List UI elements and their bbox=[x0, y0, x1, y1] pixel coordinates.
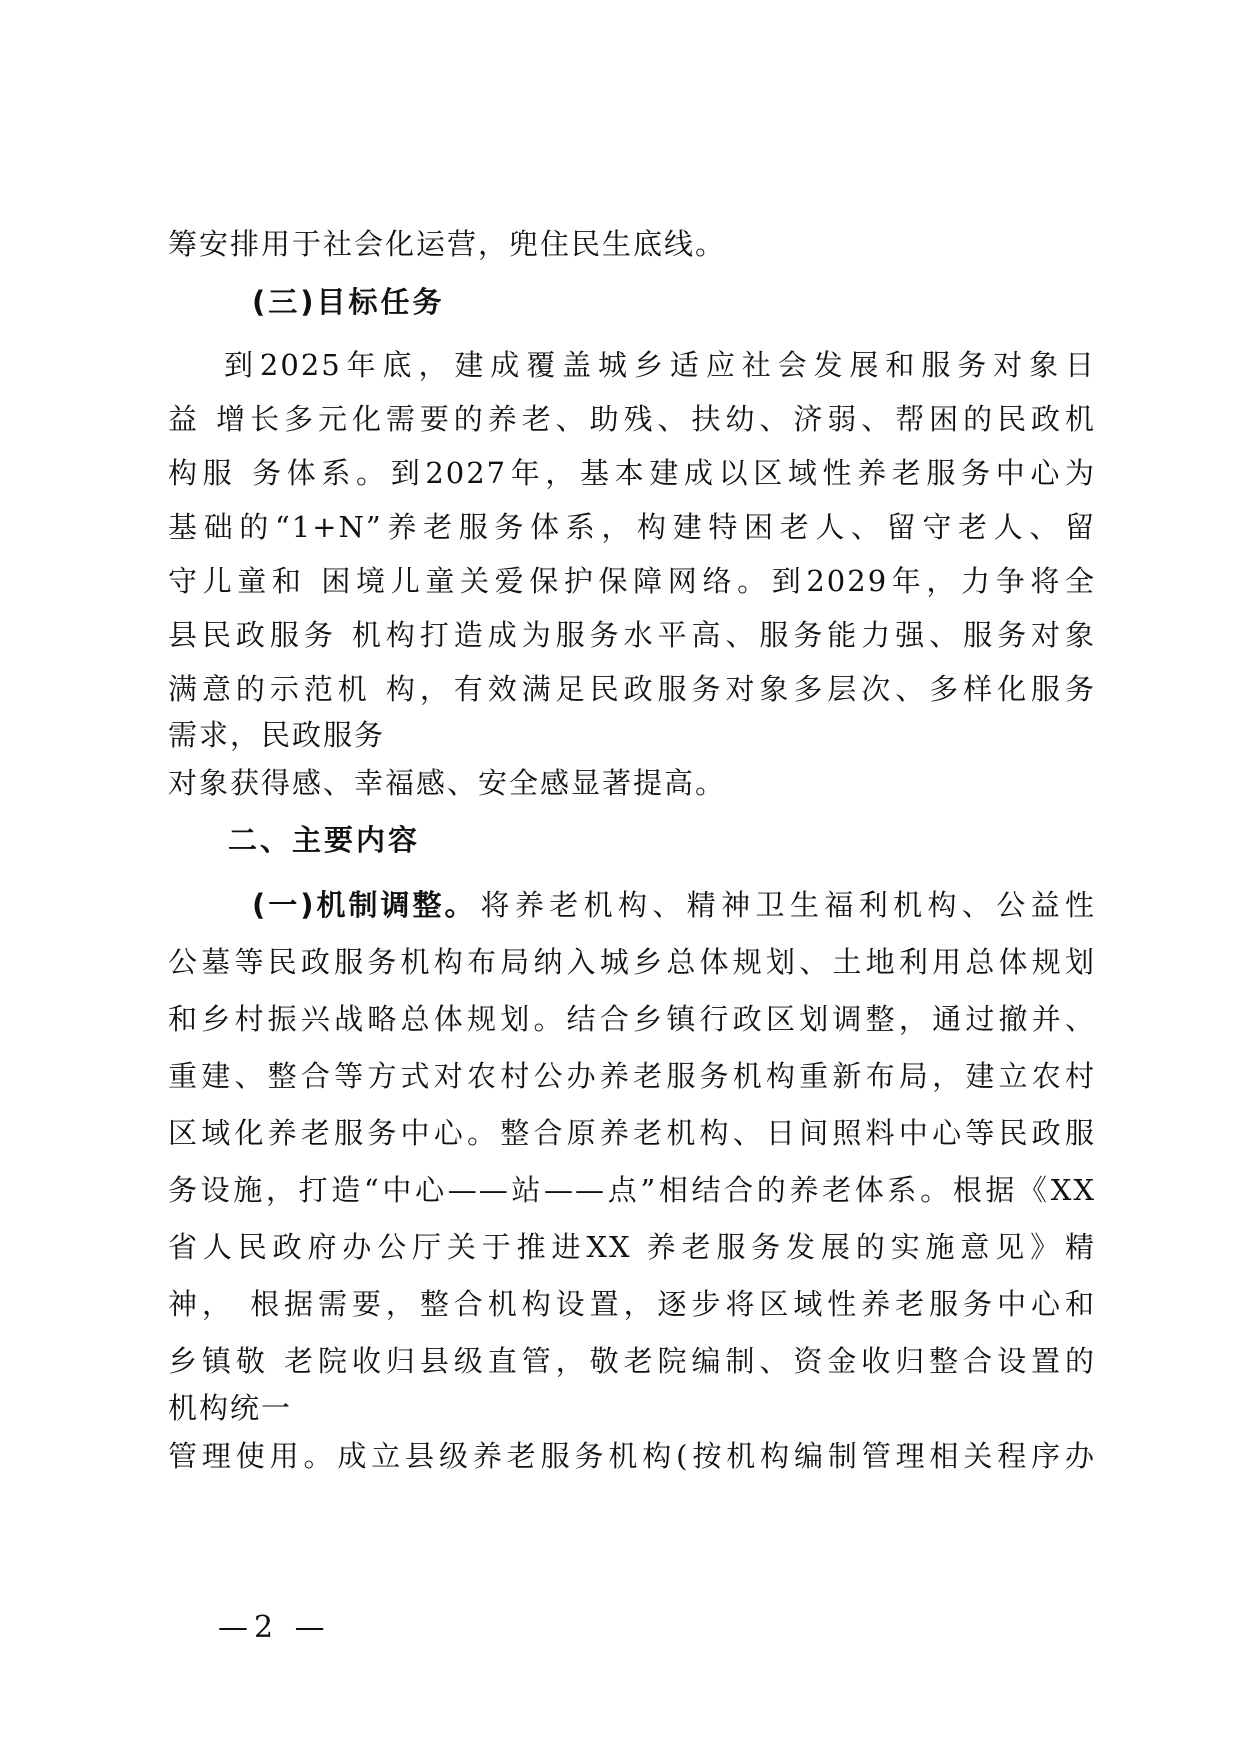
paragraph-line: 构服 务体系。到2027年，基本建成以区域性养老服务中心为 bbox=[168, 456, 1096, 490]
paragraph-line: 区域化养老服务中心。整合原养老机构、日间照料中心等民政服 bbox=[168, 1116, 1096, 1150]
page-number: —2 — bbox=[218, 1610, 331, 1645]
paragraph-line: 筹安排用于社会化运营，兜住民生底线。 bbox=[168, 227, 727, 261]
paragraph-line: 务设施，打造“中心——站——点”相结合的养老体系。根据《XX bbox=[168, 1173, 1096, 1207]
paragraph-line: 重建、整合等方式对农村公办养老服务机构重新布局，建立农村 bbox=[168, 1059, 1096, 1093]
paragraph-line: 管理使用。成立县级养老服务机构(按机构编制管理相关程序办 bbox=[168, 1439, 1096, 1473]
paragraph-line: 乡镇敬 老院收归县级直管，敬老院编制、资金收归整合设置的 bbox=[168, 1344, 1096, 1378]
paragraph-line: 省人民政府办公厅关于推进XX 养老服务发展的实施意见》精 bbox=[168, 1230, 1096, 1264]
paragraph-line: 神， 根据需要，整合机构设置，逐步将区域性养老服务中心和 bbox=[168, 1287, 1096, 1321]
paragraph-first-line bbox=[252, 885, 1096, 925]
paragraph-line: 县民政服务 机构打造成为服务水平高、服务能力强、服务对象 bbox=[168, 618, 1096, 652]
paragraph-line: 对象获得感、幸福感、安全感显著提高。 bbox=[168, 766, 727, 800]
section-heading-goals: (三)目标任务 bbox=[252, 285, 445, 319]
paragraph-line: 基础的“1+N”养老服务体系，构建特困老人、留守老人、留 bbox=[168, 510, 1096, 544]
paragraph-line: 公墓等民政服务机构布局纳入城乡总体规划、土地利用总体规划 bbox=[168, 945, 1096, 979]
paragraph-lead-heading: (一)机制调整。 bbox=[252, 888, 477, 922]
paragraph-line: 机构统一 bbox=[168, 1391, 293, 1425]
paragraph-line: 和乡村振兴战略总体规划。结合乡镇行政区划调整，通过撤并、 bbox=[168, 1002, 1096, 1036]
paragraph-line: 需求，民政服务 bbox=[168, 718, 386, 752]
paragraph-line: 将养老机构、精神卫生福利机构、公益性 bbox=[480, 888, 1096, 922]
paragraph-line: 到2025年底，建成覆盖城乡适应社会发展和服务对象日 bbox=[224, 348, 1096, 382]
section-heading-main-content: 二、主要内容 bbox=[228, 823, 421, 857]
paragraph-line: 守儿童和 困境儿童关爱保护保障网络。到2029年，力争将全 bbox=[168, 564, 1096, 598]
paragraph-line: 益 增长多元化需要的养老、助残、扶幼、济弱、帮困的民政机 bbox=[168, 402, 1096, 436]
paragraph-line: 满意的示范机 构，有效满足民政服务对象多层次、多样化服务 bbox=[168, 672, 1096, 706]
